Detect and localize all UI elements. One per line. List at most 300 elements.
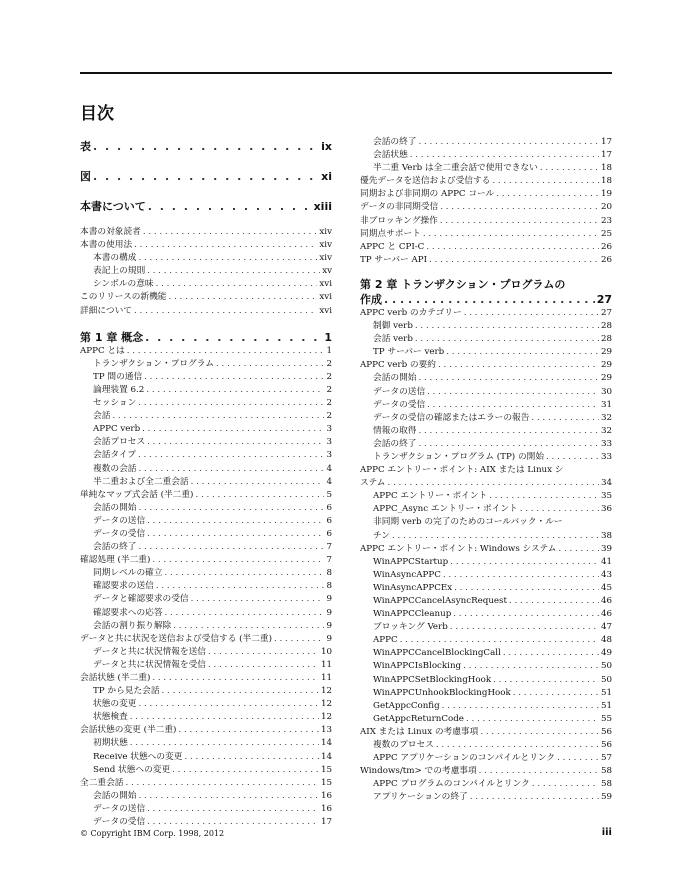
- toc-entry-page: 11: [320, 659, 332, 670]
- toc-leader: [208, 646, 319, 659]
- toc-leader: [443, 569, 599, 582]
- toc-entry-page: 14: [320, 751, 332, 762]
- toc-entry[interactable]: [360, 228, 612, 241]
- toc-entry[interactable]: [80, 410, 332, 423]
- toc-entry[interactable]: [80, 620, 332, 633]
- toc-leader: [152, 554, 324, 567]
- toc-entry[interactable]: [360, 503, 612, 516]
- toc-entry-page: 46: [600, 609, 612, 620]
- toc-entry-text: ステム: [360, 478, 386, 489]
- toc-entry-page: 36: [600, 504, 612, 515]
- toc-entry-text: TP サーバー API: [360, 254, 428, 265]
- toc-entry-text: APPC エントリー・ポイント: [373, 491, 488, 502]
- toc-entry-page: 56: [600, 740, 612, 751]
- toc-entry-text: APPC verb: [93, 424, 141, 435]
- toc-entry-callback[interactable]: [360, 516, 612, 542]
- toc-leader: [143, 226, 318, 239]
- toc-entry[interactable]: [360, 201, 612, 214]
- toc-entry-text: データの受信: [93, 817, 146, 828]
- toc-entry-text: データの受信: [93, 528, 146, 539]
- toc-entry-page: 27: [596, 292, 612, 306]
- toc-entry-page: 6: [326, 502, 332, 513]
- toc-leader: [489, 490, 599, 503]
- toc-leader: [531, 412, 599, 425]
- toc-entry-text: 会話の割り振り解除: [93, 620, 172, 631]
- toc-entry[interactable]: [360, 739, 612, 752]
- toc-leader: [392, 530, 599, 543]
- toc-entry[interactable]: [80, 764, 332, 777]
- toc-entry[interactable]: [360, 713, 612, 726]
- toc-entry-page: 59: [600, 792, 612, 803]
- toc-entry-page: 29: [600, 347, 612, 358]
- toc-leader: [138, 698, 319, 711]
- toc-entry[interactable]: [80, 633, 332, 646]
- toc-entry-page: 1: [324, 330, 332, 344]
- toc-entry[interactable]: [80, 397, 332, 410]
- toc-leader: [138, 397, 324, 410]
- toc-entry[interactable]: [80, 790, 332, 803]
- toc-leader: [165, 607, 325, 620]
- toc-entry[interactable]: [80, 252, 332, 265]
- toc-entry-text: APPC プログラムのコンパイルとリンク: [373, 779, 530, 790]
- toc-leader: [557, 752, 599, 765]
- toc-leader: [503, 647, 599, 660]
- toc-entry-page: 23: [600, 215, 612, 226]
- toc-entry[interactable]: [360, 425, 612, 438]
- toc-entry-text: 本書の対象読者: [80, 227, 141, 237]
- toc-entry[interactable]: [360, 674, 612, 687]
- toc-entry-text: 初期状態: [93, 738, 128, 749]
- toc-entry-page: 6: [326, 515, 332, 526]
- toc-entry-text: APPC_Async エントリー・ポイント: [373, 504, 518, 515]
- toc-entry-text: APPC エントリー・ポイント: Windows システム: [360, 543, 557, 554]
- toc-entry-text: APPC とは: [80, 345, 125, 356]
- toc-entry-page: 8: [326, 568, 332, 579]
- toc-entry-page: 58: [600, 779, 612, 790]
- toc-entry-page: 9: [326, 594, 332, 605]
- toc-leader: [427, 386, 599, 399]
- toc-entry-page: 2: [326, 384, 332, 395]
- toc-leader: [418, 372, 599, 385]
- toc-entry-text: 非ブロッキング操作: [360, 215, 438, 226]
- toc-entry-text: 会話プロセス: [93, 437, 146, 448]
- toc-entry[interactable]: [360, 412, 612, 425]
- toc-entry-text: 会話: [93, 411, 111, 422]
- toc-leader: [440, 215, 599, 228]
- toc-entry[interactable]: [80, 136, 332, 158]
- toc-entry-page: xiii: [313, 200, 332, 213]
- toc-entry[interactable]: [360, 791, 612, 804]
- toc-entry-page: 2: [326, 358, 332, 369]
- toc-entry[interactable]: [80, 816, 332, 829]
- toc-leader: [138, 790, 319, 803]
- toc-entry-text: 論理装置 6.2: [93, 384, 145, 395]
- toc-entry-page: 15: [320, 777, 332, 788]
- toc-entry-page: 51: [600, 700, 612, 711]
- toc-entry-page: 43: [600, 569, 612, 580]
- toc-entry[interactable]: [80, 345, 332, 358]
- toc-entry[interactable]: [360, 372, 612, 385]
- toc-entry-page: xvi: [319, 279, 332, 290]
- toc-entry[interactable]: [360, 490, 612, 503]
- toc-entry[interactable]: [360, 687, 612, 700]
- toc-leader: [112, 410, 324, 423]
- toc-leader: [496, 188, 599, 201]
- toc-entry[interactable]: [360, 399, 612, 412]
- toc-entry[interactable]: [80, 567, 332, 580]
- toc-leader: [558, 543, 599, 556]
- toc-entry-page: 57: [600, 753, 612, 764]
- toc-entry-text: 会話の開始: [373, 373, 417, 384]
- copyright: © Copyright IBM Corp. 1998, 2012: [80, 829, 225, 838]
- toc-entry[interactable]: [80, 698, 332, 711]
- toc-leader: [454, 582, 599, 595]
- toc-entry[interactable]: [360, 307, 612, 320]
- toc-entry[interactable]: [80, 476, 332, 489]
- toc-entry-page: xiv: [319, 253, 332, 264]
- toc-leader: [208, 659, 319, 672]
- toc-entry[interactable]: [360, 765, 612, 778]
- toc-entry-text: WinAsyncAPPC: [373, 569, 441, 580]
- toc-entry[interactable]: [360, 778, 612, 791]
- toc-entry-page: xi: [321, 170, 332, 183]
- toc-leader: [148, 196, 312, 218]
- toc-entry-page: 6: [326, 528, 332, 539]
- toc-entry-text: WinAPPCCancelBlockingCall: [373, 648, 501, 659]
- toc-entry-text: データの受信: [373, 399, 426, 410]
- toc-entry-text: 会話タイプ: [93, 450, 137, 461]
- toc-entry[interactable]: [360, 608, 612, 621]
- toc-leader: [446, 346, 599, 359]
- toc-entry-page: 32: [600, 412, 612, 423]
- toc-entry[interactable]: [80, 358, 332, 371]
- toc-entry-text: 単純なマップ式会話 (半二重): [80, 489, 194, 500]
- toc-entry[interactable]: [80, 384, 332, 397]
- toc-entry[interactable]: [80, 265, 332, 278]
- toc-entry[interactable]: [360, 621, 612, 634]
- toc-entry[interactable]: [80, 711, 332, 724]
- toc-entry-text: 制御 verb: [373, 321, 413, 332]
- toc-entry[interactable]: [360, 569, 612, 582]
- toc-entry-text: 会話状態 (半二重): [80, 673, 151, 683]
- toc-entry-page: 15: [320, 764, 332, 775]
- toc-entry[interactable]: [360, 215, 612, 228]
- toc-entry-text: TP 間の通信: [93, 371, 143, 382]
- toc-entry[interactable]: [80, 685, 332, 698]
- toc-entry[interactable]: [360, 162, 612, 175]
- toc-entry[interactable]: [80, 330, 332, 345]
- toc-entry-page: 48: [600, 635, 612, 646]
- toc-entry-text: データと共に状況情報を送信: [93, 646, 206, 657]
- toc-entry[interactable]: [360, 175, 612, 188]
- toc-entry[interactable]: [360, 149, 612, 162]
- toc-entry-text: データの送信: [93, 515, 146, 526]
- toc-entry-text: データの送信: [373, 386, 426, 397]
- toc-entry-page: 29: [600, 373, 612, 384]
- toc-leader: [152, 672, 319, 685]
- toc-leader: [144, 371, 324, 384]
- toc-entry-text: セッション: [93, 398, 137, 409]
- toc-entry[interactable]: [80, 554, 332, 567]
- toc-entry-text: WinAPPCUnhookBlockingHook: [373, 687, 511, 698]
- toc-leader: [147, 803, 319, 816]
- toc-entry-text: 会話の開始: [93, 790, 137, 801]
- toc-entry[interactable]: [360, 333, 612, 346]
- toc-entry[interactable]: [360, 136, 612, 149]
- toc-entry-text: データと共に状況を送信および受信する (半二重): [80, 633, 272, 644]
- toc-entry[interactable]: [80, 196, 332, 218]
- toc-entry-page: 9: [326, 633, 332, 644]
- toc-leader: [147, 816, 319, 829]
- toc-entry[interactable]: [80, 777, 332, 790]
- toc-entry-text: 状態の変更: [93, 699, 137, 710]
- toc-entry-page: 3: [326, 450, 332, 461]
- toc-entry-text: 本書の使用法: [80, 240, 133, 251]
- toc-entry-page: 26: [600, 254, 612, 265]
- toc-leader: [410, 149, 599, 162]
- toc-entry[interactable]: [360, 700, 612, 713]
- toc-entry[interactable]: [80, 541, 332, 554]
- toc-entry[interactable]: [360, 386, 612, 399]
- toc-entry-page: 13: [320, 725, 332, 736]
- toc-entry-page: 32: [600, 425, 612, 436]
- toc-leader: [145, 330, 322, 345]
- toc-entry-text-line1: APPC エントリー・ポイント: AIX または Linux シ: [360, 465, 564, 476]
- toc-entry-text: 同期点サポート: [360, 228, 421, 239]
- toc-entry-text: WinAsyncAPPCEx: [373, 582, 453, 593]
- toc-leader: [142, 423, 324, 436]
- toc-leader: [442, 700, 599, 713]
- toc-right-group-a: [360, 136, 612, 267]
- toc-entry-page: 33: [600, 451, 612, 462]
- toc-entry-text: データの非同期受信: [360, 202, 439, 213]
- toc-leader: [173, 620, 324, 633]
- toc-leader: [134, 305, 317, 318]
- toc-leader: [127, 345, 325, 358]
- toc-leader: [184, 751, 319, 764]
- toc-entry-text: Windows/tm> での考慮事項: [360, 766, 477, 777]
- toc-entry-text: WinAPPCIsBlocking: [373, 661, 462, 672]
- toc-entry-page: 16: [320, 790, 332, 801]
- toc-entry[interactable]: [360, 647, 612, 660]
- toc-entry[interactable]: [80, 659, 332, 672]
- toc-entry-page: 34: [600, 478, 612, 489]
- toc-chapter-2[interactable]: [360, 277, 612, 307]
- toc-entry[interactable]: [80, 489, 332, 502]
- toc-entry-page: 2: [326, 411, 332, 422]
- toc-entry-page: 12: [320, 699, 332, 710]
- toc-entry[interactable]: [80, 423, 332, 436]
- toc-leader: [93, 136, 319, 158]
- toc-entry[interactable]: [360, 752, 612, 765]
- toc-entry-page: 18: [600, 176, 612, 187]
- toc-entry-text: GetAppcReturnCode: [373, 713, 464, 724]
- toc-entry-page: 58: [600, 766, 612, 777]
- toc-entry-text: データの受信の確認またはエラーの報告: [373, 412, 530, 423]
- toc-leader: [427, 399, 599, 412]
- toc-leader: [492, 175, 599, 188]
- toc-entry-page: 19: [600, 189, 612, 200]
- toc-right-group-c: [360, 490, 612, 516]
- toc-leader: [130, 737, 319, 750]
- toc-entry[interactable]: [80, 580, 332, 593]
- toc-entry-text: Send 状態への変更: [93, 764, 171, 775]
- toc-entry-page: 51: [600, 687, 612, 698]
- page-number: iii: [601, 827, 612, 838]
- toc-entry[interactable]: [80, 463, 332, 476]
- toc-entry-text: APPC verb の要約: [360, 360, 436, 371]
- toc-entry[interactable]: [80, 291, 332, 304]
- toc-entry[interactable]: [360, 438, 612, 451]
- toc-entry-page: xv: [322, 266, 332, 277]
- toc-entry-text: チン: [373, 530, 390, 541]
- toc-entry[interactable]: [80, 672, 332, 685]
- toc-entry[interactable]: [360, 254, 612, 267]
- toc-entry-page: 29: [600, 360, 612, 371]
- toc-leader: [191, 476, 325, 489]
- toc-entry-page: 30: [600, 386, 612, 397]
- toc-entry[interactable]: [80, 646, 332, 659]
- toc-entry-text: 確認要求の送信: [93, 581, 154, 592]
- toc-entry[interactable]: [80, 724, 332, 737]
- toc-leader: [426, 241, 599, 254]
- toc-leader: [450, 556, 599, 569]
- toc-leader: [138, 449, 324, 462]
- toc-entry[interactable]: [360, 595, 612, 608]
- toc-leader: [400, 634, 599, 647]
- toc-leader: [418, 136, 599, 149]
- toc-leader: [156, 278, 318, 291]
- toc-entry-text: WinAPPCCleanup: [373, 609, 452, 620]
- toc-entry-text: 会話の終了: [93, 542, 137, 553]
- toc-entry[interactable]: [80, 371, 332, 384]
- toc-leader: [453, 608, 599, 621]
- toc-leader: [162, 685, 319, 698]
- toc-entry[interactable]: [80, 737, 332, 750]
- toc-leader: [147, 515, 324, 528]
- toc-leader: [130, 711, 319, 724]
- toc-entry-page: xvi: [319, 292, 332, 303]
- toc-entry[interactable]: [80, 751, 332, 764]
- toc-entry-text: シンボルの意味: [93, 279, 154, 290]
- toc-entry-page: 2: [326, 398, 332, 409]
- toc-entry-page: 41: [600, 556, 612, 567]
- toc-entry-text: APPC: [373, 635, 398, 646]
- toc-entry[interactable]: [80, 449, 332, 462]
- toc-leader: [156, 580, 325, 593]
- toc-leader: [165, 567, 325, 580]
- toc-entry-text: 会話状態の変更 (半二重): [80, 725, 177, 736]
- toc-entry-text: ブロッキング Verb: [373, 622, 448, 633]
- toc-entry-page: 3: [326, 424, 332, 435]
- toc-leader: [436, 739, 599, 752]
- toc-leader: [520, 503, 599, 516]
- toc-entry[interactable]: [360, 634, 612, 647]
- toc-entry-page: 7: [326, 542, 332, 553]
- toc-entry-text: APPC と CPI-C: [360, 241, 425, 252]
- toc-entry[interactable]: [80, 166, 332, 188]
- toc-entry[interactable]: [360, 543, 612, 556]
- toc-entry-text: Receive 状態への変更: [93, 751, 183, 762]
- header-rule: [80, 72, 612, 74]
- toc-entry[interactable]: [360, 451, 612, 464]
- toc-leader: [147, 528, 324, 541]
- toc-entry-page: 50: [600, 674, 612, 685]
- toc-entry-page: 17: [600, 137, 612, 147]
- toc-entry[interactable]: [80, 607, 332, 620]
- toc-entry[interactable]: [360, 660, 612, 673]
- toc-entry[interactable]: [360, 241, 612, 254]
- toc-entry-aix[interactable]: [360, 464, 612, 490]
- toc-entry[interactable]: [80, 593, 332, 606]
- toc-entry[interactable]: [360, 188, 612, 201]
- toc-entry-text: 表: [80, 140, 91, 153]
- toc-entry-page: 9: [326, 607, 332, 618]
- toc-entry[interactable]: [80, 239, 332, 252]
- toc-entry-page: 18: [600, 163, 612, 174]
- toc-right-group-b: [360, 307, 612, 464]
- toc-leader: [418, 425, 599, 438]
- toc-entry-page: 9: [326, 620, 332, 631]
- toc-entry-page: 7: [326, 555, 332, 566]
- toc-entry[interactable]: [80, 278, 332, 291]
- toc-entry-page: 12: [320, 712, 332, 723]
- toc-entry[interactable]: [80, 528, 332, 541]
- toc-entry-page: 38: [600, 530, 612, 541]
- toc-entry-text: 図: [80, 170, 91, 183]
- toc-entry[interactable]: [80, 436, 332, 449]
- toc-entry[interactable]: [360, 346, 612, 359]
- toc-entry-text: WinAPPCCancelAsyncRequest: [373, 596, 507, 606]
- toc-leader: [195, 489, 324, 502]
- toc-leader: [147, 265, 320, 278]
- toc-leader: [463, 660, 599, 673]
- toc-leader: [480, 726, 599, 739]
- toc-entry-text: TP から見た会話: [93, 686, 160, 697]
- toc-entry-text: 会話 verb: [373, 334, 413, 345]
- page-title: 目次: [80, 104, 114, 124]
- toc-entry-text: 本書の構成: [93, 253, 137, 264]
- toc-entry[interactable]: [80, 502, 332, 515]
- toc-right-group-d: [360, 543, 612, 805]
- toc-entry-text: APPC アプリケーションのコンパイルとリンク: [373, 753, 556, 764]
- toc-entry-text: 確認要求への応答: [93, 607, 163, 618]
- toc-entry[interactable]: [80, 803, 332, 816]
- toc-entry[interactable]: [80, 226, 332, 239]
- toc-entry[interactable]: [360, 359, 612, 372]
- toc-entry[interactable]: [360, 556, 612, 569]
- toc-leader: [125, 777, 319, 790]
- toc-entry[interactable]: [360, 320, 612, 333]
- toc-entry-page: 27: [600, 307, 612, 318]
- toc-entry[interactable]: [80, 515, 332, 528]
- toc-entry-text: 会話の終了: [373, 137, 417, 147]
- toc-leader: [450, 621, 599, 634]
- toc-entry[interactable]: [360, 726, 612, 739]
- toc-leader: [168, 291, 317, 304]
- toc-left-column: [80, 136, 332, 829]
- toc-entry-page: 45: [600, 582, 612, 593]
- toc-entry-text: 全二重会話: [80, 777, 124, 788]
- toc-leader: [93, 166, 319, 188]
- toc-entry[interactable]: [360, 582, 612, 595]
- toc-entry[interactable]: [80, 305, 332, 318]
- toc-entry-text-line1: 非同期 verb の完了のためのコールバック・ルー: [373, 517, 563, 528]
- toc-entry-page: 28: [600, 334, 612, 345]
- toc-entry-text: 会話の開始: [93, 502, 137, 513]
- toc-entry-text: 優先データを送信および受信する: [360, 176, 491, 187]
- toc-entry-line2: [360, 530, 612, 543]
